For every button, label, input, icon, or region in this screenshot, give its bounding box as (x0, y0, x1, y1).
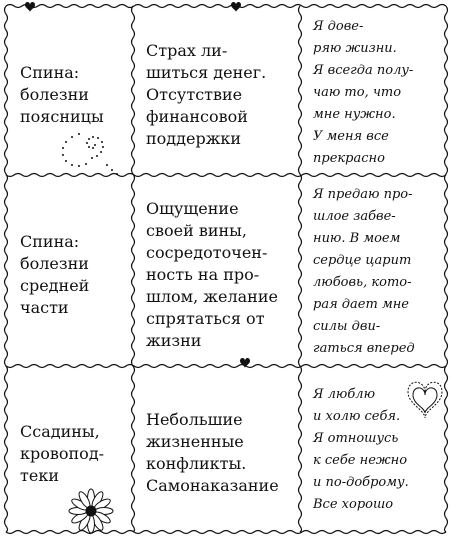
text-line: и холю себя. (313, 409, 401, 424)
grid-row-sep-1 (6, 174, 446, 177)
text-line: конфликты. (146, 454, 247, 473)
row-3-affirmation (313, 384, 449, 516)
text-line: чаю то, что (313, 85, 402, 100)
text-line: Ссадины, (20, 422, 100, 441)
heart-icon (231, 2, 241, 12)
grid-outer-border (6, 5, 446, 8)
text-line: Небольшие (146, 410, 243, 429)
flower-icon (69, 489, 113, 533)
text-line: теки (20, 466, 59, 485)
text-line: кровопод- (20, 444, 105, 463)
text-line: болезни (20, 85, 89, 104)
text-line: Отсутствие (146, 85, 243, 104)
text-line: силы дви- (313, 319, 381, 334)
text-line: Я всегда полу- (313, 63, 414, 78)
row-3-cause (146, 409, 296, 497)
text-line: Я люблю (313, 387, 376, 402)
text-line: гаться вперед (313, 341, 415, 356)
text-line: ность на про- (146, 265, 260, 284)
text-line: болезни (20, 254, 89, 273)
text-line: средней (20, 276, 90, 295)
text-line: ряю жизни. (313, 41, 397, 56)
row-2-affirmation (313, 184, 449, 360)
heart-icon (25, 2, 35, 12)
text-line: прекрасно (313, 151, 385, 166)
dotted-swirl-icon (62, 133, 118, 175)
text-line: рая дает мне (313, 297, 409, 312)
row-2-problem (20, 231, 130, 319)
grid-left-border (5, 6, 8, 532)
text-line: к себе нежно (313, 453, 408, 468)
text-line: мне нужно. (313, 107, 396, 122)
text-line: финансовой (146, 107, 248, 126)
text-line: Все хорошо (313, 497, 394, 512)
text-line: Я предаю про- (313, 187, 413, 202)
grid-col-sep-2 (299, 6, 302, 532)
text-line: Спина: (20, 232, 80, 251)
text-line: сердце царит (313, 253, 412, 268)
grid-col-sep-1 (132, 6, 135, 532)
grid-bottom-border (6, 531, 446, 534)
text-line: У меня все (313, 129, 389, 144)
text-line: Самонаказание (146, 476, 279, 495)
row-2-cause (146, 198, 296, 352)
text-line: спрятаться от (146, 309, 265, 328)
text-line: Я дове- (313, 19, 364, 34)
text-line: Страх ли- (146, 41, 228, 60)
text-line: любовь, кото- (313, 275, 412, 290)
text-line: жизненные (146, 432, 244, 451)
text-line: и по-доброму. (313, 475, 409, 490)
text-line: жизни (146, 331, 202, 350)
grid-row-sep-2 (6, 365, 446, 368)
text-line: шлое забве- (313, 209, 396, 224)
text-line: нию. В моем (313, 231, 401, 246)
row-1-affirmation (313, 16, 449, 170)
row-3-problem (20, 421, 130, 487)
text-line: поясницы (20, 107, 104, 126)
text-line: шиться денег. (146, 63, 267, 82)
row-1-cause (146, 40, 296, 150)
text-line: Я отношусь (313, 431, 399, 446)
heart-icon (240, 358, 250, 368)
text-line: Спина: (20, 63, 80, 82)
text-line: шлом, желание (146, 287, 278, 306)
text-line: Ощущение (146, 199, 239, 218)
text-line: сосредоточен- (146, 243, 268, 262)
text-line: своей вины, (146, 221, 247, 240)
row-1-problem (20, 62, 130, 128)
text-line: части (20, 298, 69, 317)
text-line: поддержки (146, 129, 242, 148)
